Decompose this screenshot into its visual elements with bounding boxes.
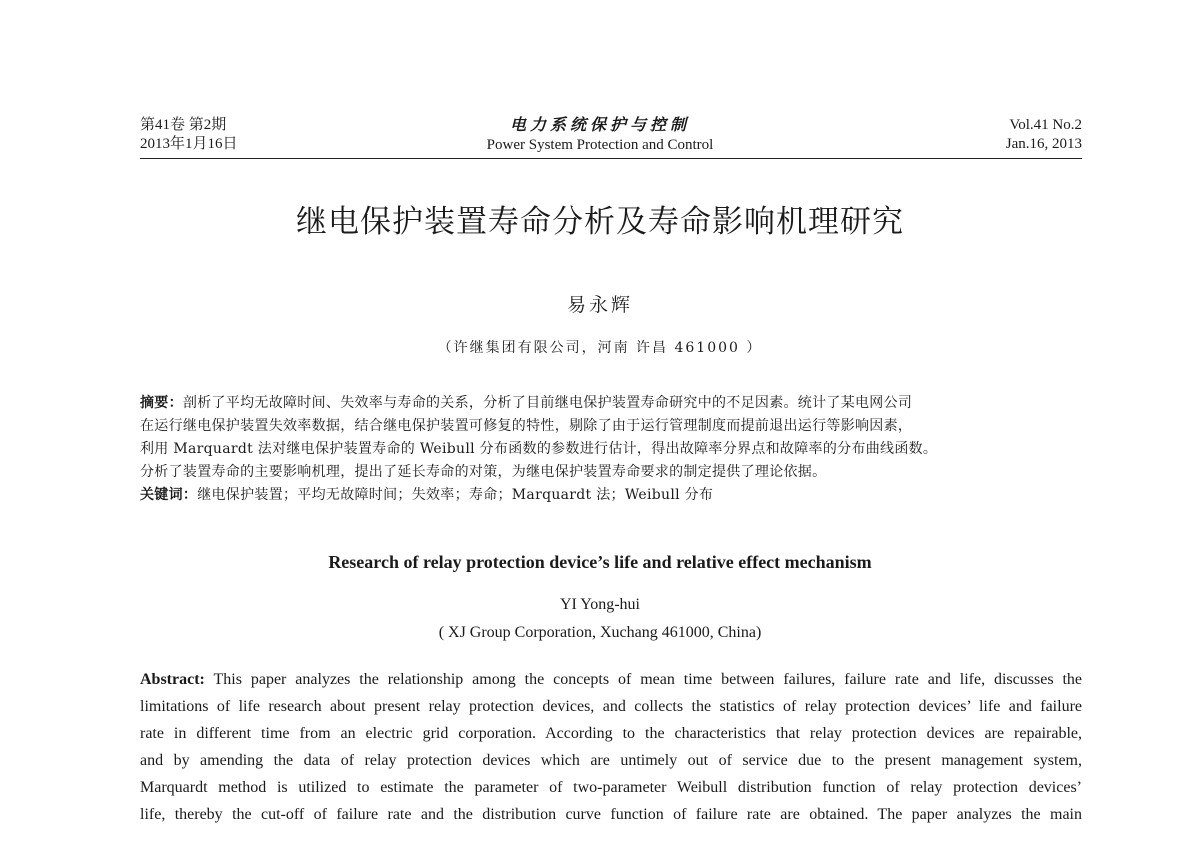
abstract-cn-label: 摘要： — [140, 395, 183, 411]
abstract-en-line: Marquardt method is utilized to estimate the parameter of two-parameter Weibull distribution function of relay protection devices’ — [140, 779, 1082, 796]
date-en: Jan.16, 2013 — [1005, 136, 1082, 152]
author-en: YI Yong-hui — [559, 596, 640, 613]
journal-name-en: Power System Protection and Control — [486, 137, 714, 153]
keywords-cn — [140, 484, 1082, 507]
keywords-cn-label: 关键词： — [140, 487, 198, 503]
abstract-cn-text: 剖析了平均无故障时间、失效率与寿命的关系，分析了目前继电保护装置寿命研究中的不足因素。统计了某电网公司 — [182, 395, 913, 411]
keywords-cn-text: 继电保护装置；平均无故障时间；失效率；寿命；Marquardt 法；Weibull 分布 — [197, 487, 714, 503]
paper-title-en: Research of relay protection device’s life and relative effect mechanism — [328, 552, 872, 572]
abstract-cn — [140, 392, 1082, 507]
issue-info-en — [1006, 116, 1082, 154]
abstract-en-line: limitations of life research about present relay protection devices, and collects the statistics of relay protection devices’ life and failure — [140, 698, 1082, 715]
volume-issue-cn: 第41卷 第2期 — [140, 117, 227, 133]
volume-issue-en: Vol.41 No.2 — [1009, 117, 1082, 133]
journal-name-cn: 电力系统保护与控制 — [509, 117, 690, 134]
abstract-en — [140, 666, 1082, 828]
abstract-en-line: and by amending the data of relay protection devices which are untimely out of service due to the present management system, — [140, 752, 1082, 769]
header-divider — [140, 158, 1082, 159]
abstract-en-line — [140, 666, 1082, 693]
abstract-en-text: This paper analyzes the relationship among the concepts of mean time between failures, failure rate and life, discusses the — [213, 671, 1082, 688]
author-cn: 易永辉 — [566, 294, 633, 316]
date-cn: 2013年1月16日 — [140, 136, 238, 152]
abstract-en-label: Abstract: — [140, 671, 205, 688]
abstract-cn-line — [140, 392, 1082, 415]
affiliation-cn: （许继集团有限公司，河南 许昌 461000 ） — [437, 340, 763, 356]
abstract-cn-line: 分析了装置寿命的主要影响机理，提出了延长寿命的对策，为继电保护装置寿命要求的制定提供了理论依据。 — [140, 464, 827, 480]
abstract-cn-line: 利用 Marquardt 法对继电保护装置寿命的 Weibull 分布函数的参数进行估计，得出故障率分界点和故障率的分布曲线函数。 — [140, 441, 938, 457]
abstract-en-line: life, thereby the cut-off of failure rate and the distribution curve function of failure rate are obtained. The paper analyzes the main — [140, 806, 1082, 823]
paper-title-cn: 继电保护装置寿命分析及寿命影响机理研究 — [296, 204, 904, 240]
affiliation-en: ( XJ Group Corporation, Xuchang 461000, China) — [438, 624, 762, 641]
abstract-en-line: rate in different time from an electric grid corporation. According to the characteristics that relay protection devices are repairable, — [140, 725, 1082, 742]
abstract-cn-line: 在运行继电保护装置失效率数据，结合继电保护装置可修复的特性，剔除了由于运行管理制度而提前退出运行等影响因素， — [140, 418, 913, 434]
